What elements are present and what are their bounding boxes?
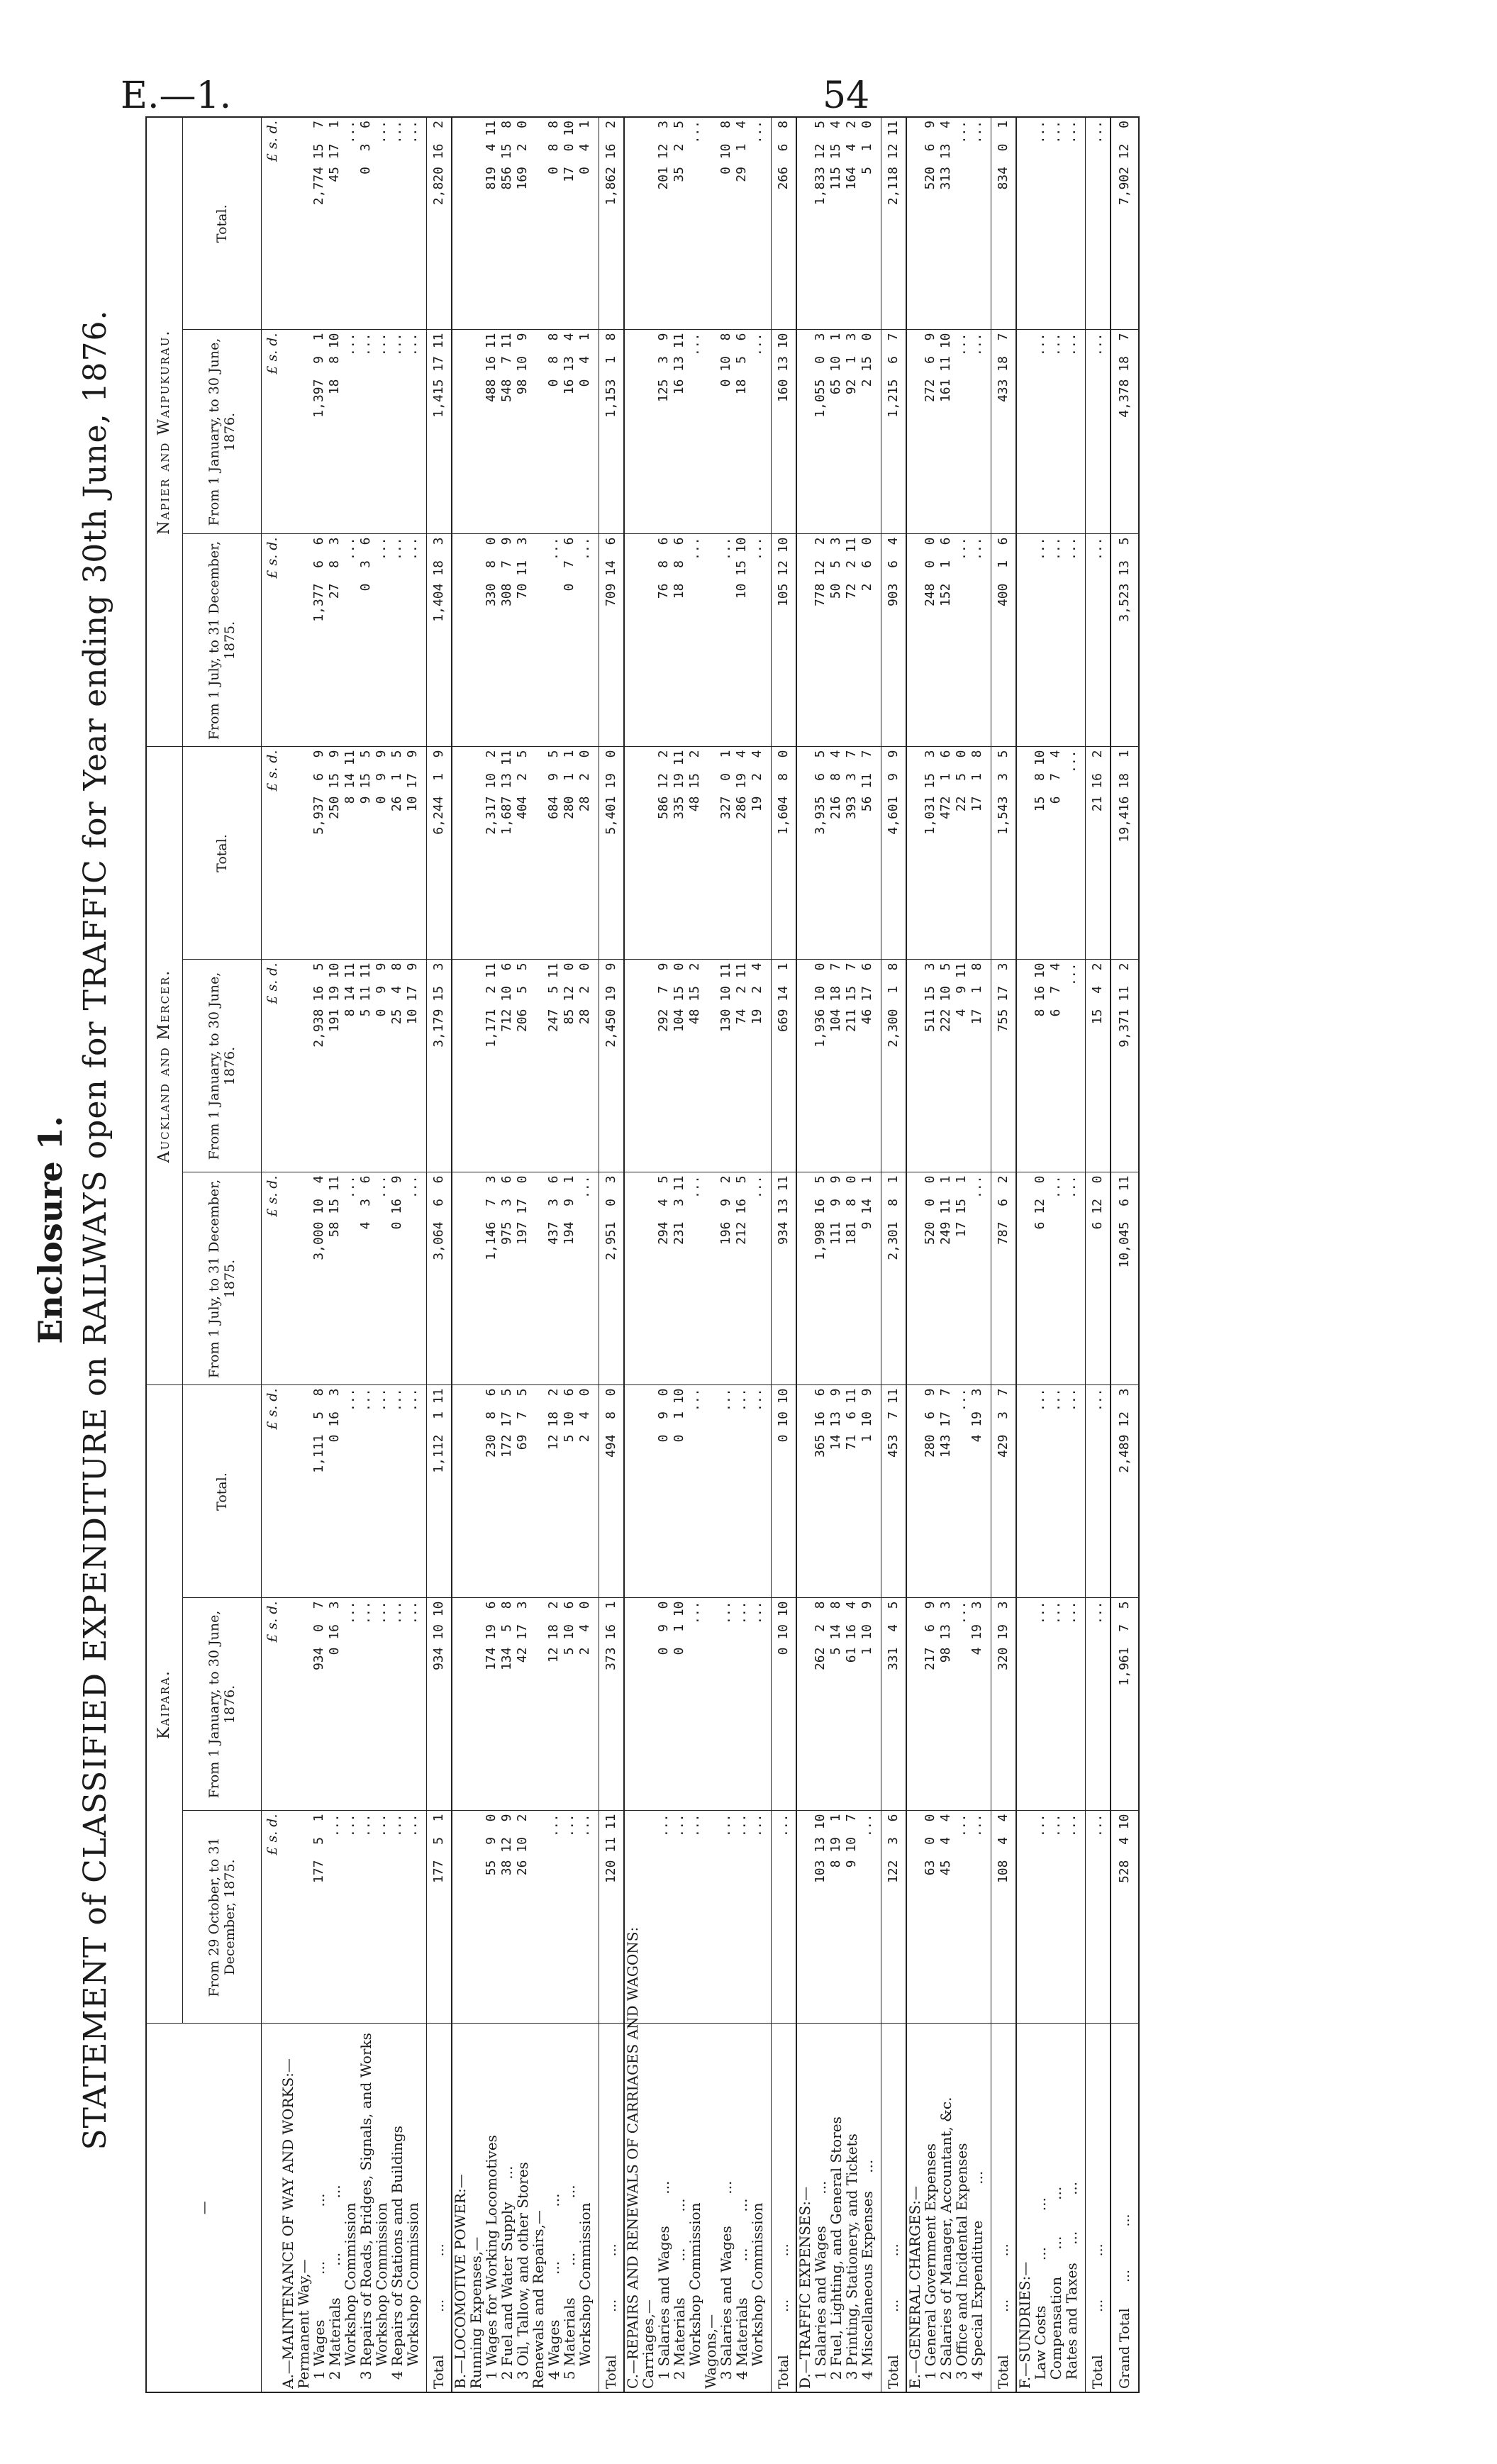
section-total-value: 433 18 7 — [991, 330, 1017, 534]
section-values: 1,377 6 6 27 8 3 ... 0 3 6 ... ... ... — [280, 534, 427, 747]
section-total-value: 5,401 19 0 — [599, 747, 625, 960]
section-values: 8 16 10 6 7 4 ... — [1016, 960, 1086, 1172]
section-total-value: 3,179 15 3 — [427, 960, 452, 1172]
grand-total-value: 4,378 18 7 — [1111, 330, 1139, 534]
section-values: 488 16 11 548 7 11 98 10 9 0 8 8 16 13 4 0 4 1 — [452, 330, 599, 534]
section-total-value: 2,951 0 3 — [599, 1172, 625, 1385]
unit-header: £ s. d. — [262, 1811, 281, 2024]
section-values: 76 8 6 18 8 6 ... ... 10 15 10 ... — [624, 534, 772, 747]
section-row — [796, 117, 881, 2392]
section-values: 1,055 0 3 65 10 1 92 1 3 2 15 0 — [796, 330, 881, 534]
grand-total-value: 3,523 13 5 — [1111, 534, 1139, 747]
section-values: 174 19 6 134 5 8 42 17 3 12 18 2 5 10 6 2 4 0 — [452, 1598, 599, 1811]
section-total-row — [881, 117, 907, 2392]
section-values: 1,111 5 8 0 16 3 ... ... ... ... ... — [280, 1385, 427, 1598]
section-total-value: 2,820 16 2 — [427, 117, 452, 330]
grand-total-value: 1,961 7 5 — [1111, 1598, 1139, 1811]
section-values: 3,935 6 5 216 8 4 393 3 7 56 11 7 — [796, 747, 881, 960]
page-number: 54 — [823, 74, 870, 117]
period-header: From 1 January, to 30 June, 1876. — [183, 330, 262, 534]
section-values: 280 6 9 143 17 7 ... 4 19 3 — [906, 1385, 991, 1598]
section-values: 103 13 10 8 19 1 9 10 7 ... — [796, 1811, 881, 2024]
section-total-value: 3,064 6 6 — [427, 1172, 452, 1385]
section-total-value: 120 11 11 — [599, 1811, 625, 2024]
unit-header: £ s. d. — [262, 747, 281, 960]
section-values: 819 4 11 856 15 8 169 2 0 0 8 8 17 0 10 0 4 1 — [452, 117, 599, 330]
section-values: 63 0 0 45 4 4 ... ... — [906, 1811, 991, 2024]
section-total-row — [1086, 117, 1111, 2392]
group-kaipara: Kaipara. — [146, 1385, 183, 2024]
statement-title: STATEMENT of CLASSIFIED EXPENDITURE on RAILWAYS open for TRAFFIC for Year ending 30th June, 1876. — [77, 309, 113, 2151]
section-values: 272 6 9 161 11 10 ... ... — [906, 330, 991, 534]
section-values: ... ... ... — [1016, 534, 1086, 747]
section-total-value: 373 16 1 — [599, 1598, 625, 1811]
section-values: ... ... ... — [1016, 117, 1086, 330]
section-total-value: ... — [1086, 1385, 1111, 1598]
expenditure-table-area — [145, 118, 1443, 2393]
section-values: 586 12 2 335 19 11 48 15 2 327 0 1 286 19 4 19 2 4 — [624, 747, 772, 960]
section-values: 248 0 0 152 1 6 ... ... — [906, 534, 991, 747]
section-row — [1016, 117, 1086, 2392]
section-total-value: 903 6 4 — [881, 534, 907, 747]
grand-total-label: Grand Total ... ... — [1111, 2024, 1139, 2392]
section-label: C.—REPAIRS AND RENEWALS OF CARRIAGES AND WAGONS: Carriages,— 1 Salaries and Wages ... 2 Materials ... ... Workshop Commission Wagons,— 3 Salaries and Wages ... 4 Materials ... ... Workshop Commission — [624, 2024, 772, 2392]
section-values: 1,171 2 11 712 10 6 206 5 5 247 5 11 85 12 0 28 2 0 — [452, 960, 599, 1172]
section-values: 262 2 8 5 14 8 61 16 4 1 10 9 — [796, 1598, 881, 1811]
section-total-value: 0 10 10 — [772, 1385, 797, 1598]
section-total-value: 105 12 10 — [772, 534, 797, 747]
section-values: 520 0 0 249 11 1 17 15 1 ... — [906, 1172, 991, 1385]
unit-header: £ s. d. — [262, 1385, 281, 1598]
section-row — [906, 117, 991, 2392]
period-header: Total. — [183, 117, 262, 330]
section-total-value: 160 13 10 — [772, 330, 797, 534]
section-total-label: Total ... ... — [881, 2024, 907, 2392]
section-total-value: ... — [1086, 1811, 1111, 2024]
section-total-value: 331 4 5 — [881, 1598, 907, 1811]
section-values: 217 6 9 98 13 3 ... 4 19 3 — [906, 1598, 991, 1811]
section-total-label: Total ... ... — [772, 2024, 797, 2392]
period-header: Total. — [183, 1385, 262, 1598]
section-values: 0 9 0 0 1 10 ... ... ... ... — [624, 1598, 772, 1811]
section-values: 1,146 7 3 975 3 6 197 17 0 437 3 6 194 9 1 ... — [452, 1172, 599, 1385]
section-total-row — [427, 117, 452, 2392]
section-total-value: 122 3 6 — [881, 1811, 907, 2024]
section-total-value: ... — [1086, 1598, 1111, 1811]
section-values: 292 7 9 104 15 0 48 15 2 130 10 11 74 2 11 19 2 4 — [624, 960, 772, 1172]
section-total-value: 2,450 19 9 — [599, 960, 625, 1172]
unit-header: £ s. d. — [262, 117, 281, 330]
period-header: Total. — [183, 747, 262, 960]
section-values: ... ... ... ... ... ... — [624, 1811, 772, 2024]
section-values: ... ... ... — [1016, 1811, 1086, 2024]
unit-header: £ s. d. — [262, 1598, 281, 1811]
section-label: A.—MAINTENANCE OF WAY AND WORKS:— Permanent Way,— 1 Wages ... ... 2 Materials ... ... Workshop Commission 3 Repairs of Roads, Bridges, Signals, and Works Workshop Commission 4 Repairs of Stations and Buildings Workshop Commission — [280, 2024, 427, 2392]
section-total-value: 21 16 2 — [1086, 747, 1111, 960]
section-label: B.—LOCOMOTIVE POWER:— Running Expenses,— 1 Wages for Working Locomotives 2 Fuel and Water Supply ... 3 Oil, Tallow, and other Stores Renewals and Repairs,— 4 Wages ... ... 5 Materials ... ... Workshop Commission — [452, 2024, 599, 2392]
unit-header: £ s. d. — [262, 330, 281, 534]
period-header: From 1 January, to 30 June, 1876. — [183, 1598, 262, 1811]
section-total-value: 494 8 0 — [599, 1385, 625, 1598]
period-header: From 1 January, to 30 June, 1876. — [183, 960, 262, 1172]
item-column-header: — — [146, 2024, 262, 2392]
grand-total-value: 10,045 6 11 — [1111, 1172, 1139, 1385]
section-total-value: ... — [1086, 534, 1111, 747]
section-row — [452, 117, 599, 2392]
section-total-value: 934 10 10 — [427, 1598, 452, 1811]
enclosure-title: Enclosure 1. — [31, 1116, 69, 1344]
section-total-value: 934 13 11 — [772, 1172, 797, 1385]
section-total-row — [599, 117, 625, 2392]
section-total-value: 266 6 8 — [772, 117, 797, 330]
section-total-value: 429 3 7 — [991, 1385, 1017, 1598]
statement-caption — [28, 166, 135, 2294]
section-total-value: 834 0 1 — [991, 117, 1017, 330]
section-total-value: ... — [1086, 330, 1111, 534]
section-row — [280, 117, 427, 2392]
section-total-value: 1,543 3 5 — [991, 747, 1017, 960]
section-values: 201 12 3 35 2 5 ... 0 10 8 29 1 4 ... — [624, 117, 772, 330]
section-total-value: 0 10 10 — [772, 1598, 797, 1811]
section-values: 177 5 1 ... ... ... ... ... ... — [280, 1811, 427, 2024]
section-values: 3,000 10 4 58 15 11 ... 4 3 6 ... 0 16 9 ... — [280, 1172, 427, 1385]
section-values: 15 8 10 6 7 4 ... — [1016, 747, 1086, 960]
group-header-row — [146, 117, 183, 2392]
section-values: 1,397 9 1 18 8 10 ... ... ... ... ... — [280, 330, 427, 534]
section-total-value: 2,300 1 8 — [881, 960, 907, 1172]
section-total-value: 1,415 17 11 — [427, 330, 452, 534]
section-values: 520 6 9 313 13 4 ... ... — [906, 117, 991, 330]
section-total-value: 1,862 16 2 — [599, 117, 625, 330]
section-values: ... ... ... — [1016, 1385, 1086, 1598]
section-values: 2,774 15 7 45 17 1 ... 0 3 6 ... ... ... — [280, 117, 427, 330]
section-row — [624, 117, 772, 2392]
section-total-value: 400 1 6 — [991, 534, 1017, 747]
section-values: 511 15 3 222 10 5 4 9 11 17 1 8 — [906, 960, 991, 1172]
section-total-value: 2,301 8 1 — [881, 1172, 907, 1385]
section-total-label: Total ... ... — [599, 2024, 625, 2392]
grand-total-row — [1111, 117, 1139, 2392]
unit-header-blank — [262, 2024, 281, 2392]
section-total-row — [772, 117, 797, 2392]
section-values: 1,833 12 5 115 15 4 164 4 2 5 1 0 — [796, 117, 881, 330]
section-total-value: ... — [772, 1811, 797, 2024]
section-total-value: 108 4 4 — [991, 1811, 1017, 2024]
period-header: From 1 July, to 31 December, 1875. — [183, 1172, 262, 1385]
section-total-value: 2,118 12 11 — [881, 117, 907, 330]
section-total-value: 4,601 9 9 — [881, 747, 907, 960]
section-label: D.—TRAFFIC EXPENSES:— 1 Salaries and Wages ... 2 Fuel, Lighting, and General Stores 3 Printing, Stationery, and Tickets 4 Miscellaneous Expenses ... — [796, 2024, 881, 2392]
section-values: 0 9 0 0 1 10 ... ... ... ... — [624, 1385, 772, 1598]
section-values: 365 16 6 14 13 9 71 6 11 1 10 9 — [796, 1385, 881, 1598]
section-values: 125 3 9 16 13 11 ... 0 10 8 18 5 6 ... — [624, 330, 772, 534]
section-total-value: 6,244 1 9 — [427, 747, 452, 960]
section-values: 230 8 6 172 17 5 69 7 5 12 18 2 5 10 6 2 4 0 — [452, 1385, 599, 1598]
period-header: From 1 July, to 31 December, 1875. — [183, 534, 262, 747]
grand-total-value: 9,371 11 2 — [1111, 960, 1139, 1172]
section-values: 55 9 0 38 12 9 26 10 2 ... ... ... — [452, 1811, 599, 2024]
section-total-value: 1,604 8 0 — [772, 747, 797, 960]
section-values: 2,938 16 5 191 19 10 8 14 11 5 11 11 0 9 9 25 4 8 10 17 9 — [280, 960, 427, 1172]
section-total-label: Total ... ... — [991, 2024, 1017, 2392]
page-reference: E.—1. — [121, 74, 232, 117]
unit-header: £ s. d. — [262, 960, 281, 1172]
section-values: 294 4 5 231 3 11 ... 196 9 2 212 16 5 ... — [624, 1172, 772, 1385]
section-total-value: 1,215 6 7 — [881, 330, 907, 534]
grand-total-value: 2,489 12 3 — [1111, 1385, 1139, 1598]
period-header: From 29 October, to 31 December, 1875. — [183, 1811, 262, 2024]
section-values: 5,937 6 9 250 15 9 8 14 11 9 15 5 0 9 9 26 1 5 10 17 9 — [280, 747, 427, 960]
expenditure-table-body — [280, 117, 1139, 2392]
grand-total-value: 528 4 10 — [1111, 1811, 1139, 2024]
section-values: 778 12 2 50 5 3 72 2 11 2 6 0 — [796, 534, 881, 747]
section-total-value: 755 17 3 — [991, 960, 1017, 1172]
section-values: ... ... ... — [1016, 330, 1086, 534]
section-values: 1,998 16 5 111 9 9 181 8 0 9 14 1 — [796, 1172, 881, 1385]
section-total-value: 15 4 2 — [1086, 960, 1111, 1172]
section-total-value: 1,112 1 11 — [427, 1385, 452, 1598]
group-napier-waipukurau: Napier and Waipukurau. — [146, 117, 183, 747]
section-values: 1,031 15 3 472 1 6 22 5 0 17 1 8 — [906, 747, 991, 960]
expenditure-table — [145, 116, 1140, 2393]
section-total-value: 669 14 1 — [772, 960, 797, 1172]
unit-header: £ s. d. — [262, 534, 281, 747]
group-auckland-mercer: Auckland and Mercer. — [146, 747, 183, 1385]
section-total-value: 320 19 3 — [991, 1598, 1017, 1811]
section-total-value: 709 14 6 — [599, 534, 625, 747]
section-total-label: Total ... ... — [427, 2024, 452, 2392]
section-values: 1,936 10 0 104 18 7 211 15 7 46 17 6 — [796, 960, 881, 1172]
section-total-value: 6 12 0 — [1086, 1172, 1111, 1385]
section-values: 934 0 7 0 16 3 ... ... ... ... ... — [280, 1598, 427, 1811]
section-total-value: ... — [1086, 117, 1111, 330]
section-values: 6 12 0 ... ... — [1016, 1172, 1086, 1385]
section-total-value: 453 7 11 — [881, 1385, 907, 1598]
section-total-row — [991, 117, 1017, 2392]
section-total-value: 177 5 1 — [427, 1811, 452, 2024]
section-total-label: Total ... ... — [1086, 2024, 1111, 2392]
grand-total-value: 19,416 18 1 — [1111, 747, 1139, 960]
section-values: ... ... ... — [1016, 1598, 1086, 1811]
unit-header-row — [262, 117, 281, 2392]
section-total-value: 1,153 1 8 — [599, 330, 625, 534]
grand-total-value: 7,902 12 0 — [1111, 117, 1139, 330]
section-label: E.—GENERAL CHARGES:— 1 General Government Expenses 2 Salaries of Manager, Accountant, &c. 3 Office and Incidental Expenses 4 Special Expenditure ... — [906, 2024, 991, 2392]
section-values: 2,317 10 2 1,687 13 11 404 2 5 684 9 5 280 1 1 28 2 0 — [452, 747, 599, 960]
section-total-value: 1,404 18 3 — [427, 534, 452, 747]
unit-header: £ s. d. — [262, 1172, 281, 1385]
section-total-value: 787 6 2 — [991, 1172, 1017, 1385]
section-values: 330 8 0 308 7 9 70 11 3 ... 0 7 6 ... — [452, 534, 599, 747]
section-label: F.—SUNDRIES:— Law Costs ... ... Compensation ... ... Rates and Taxes ... ... — [1016, 2024, 1086, 2392]
